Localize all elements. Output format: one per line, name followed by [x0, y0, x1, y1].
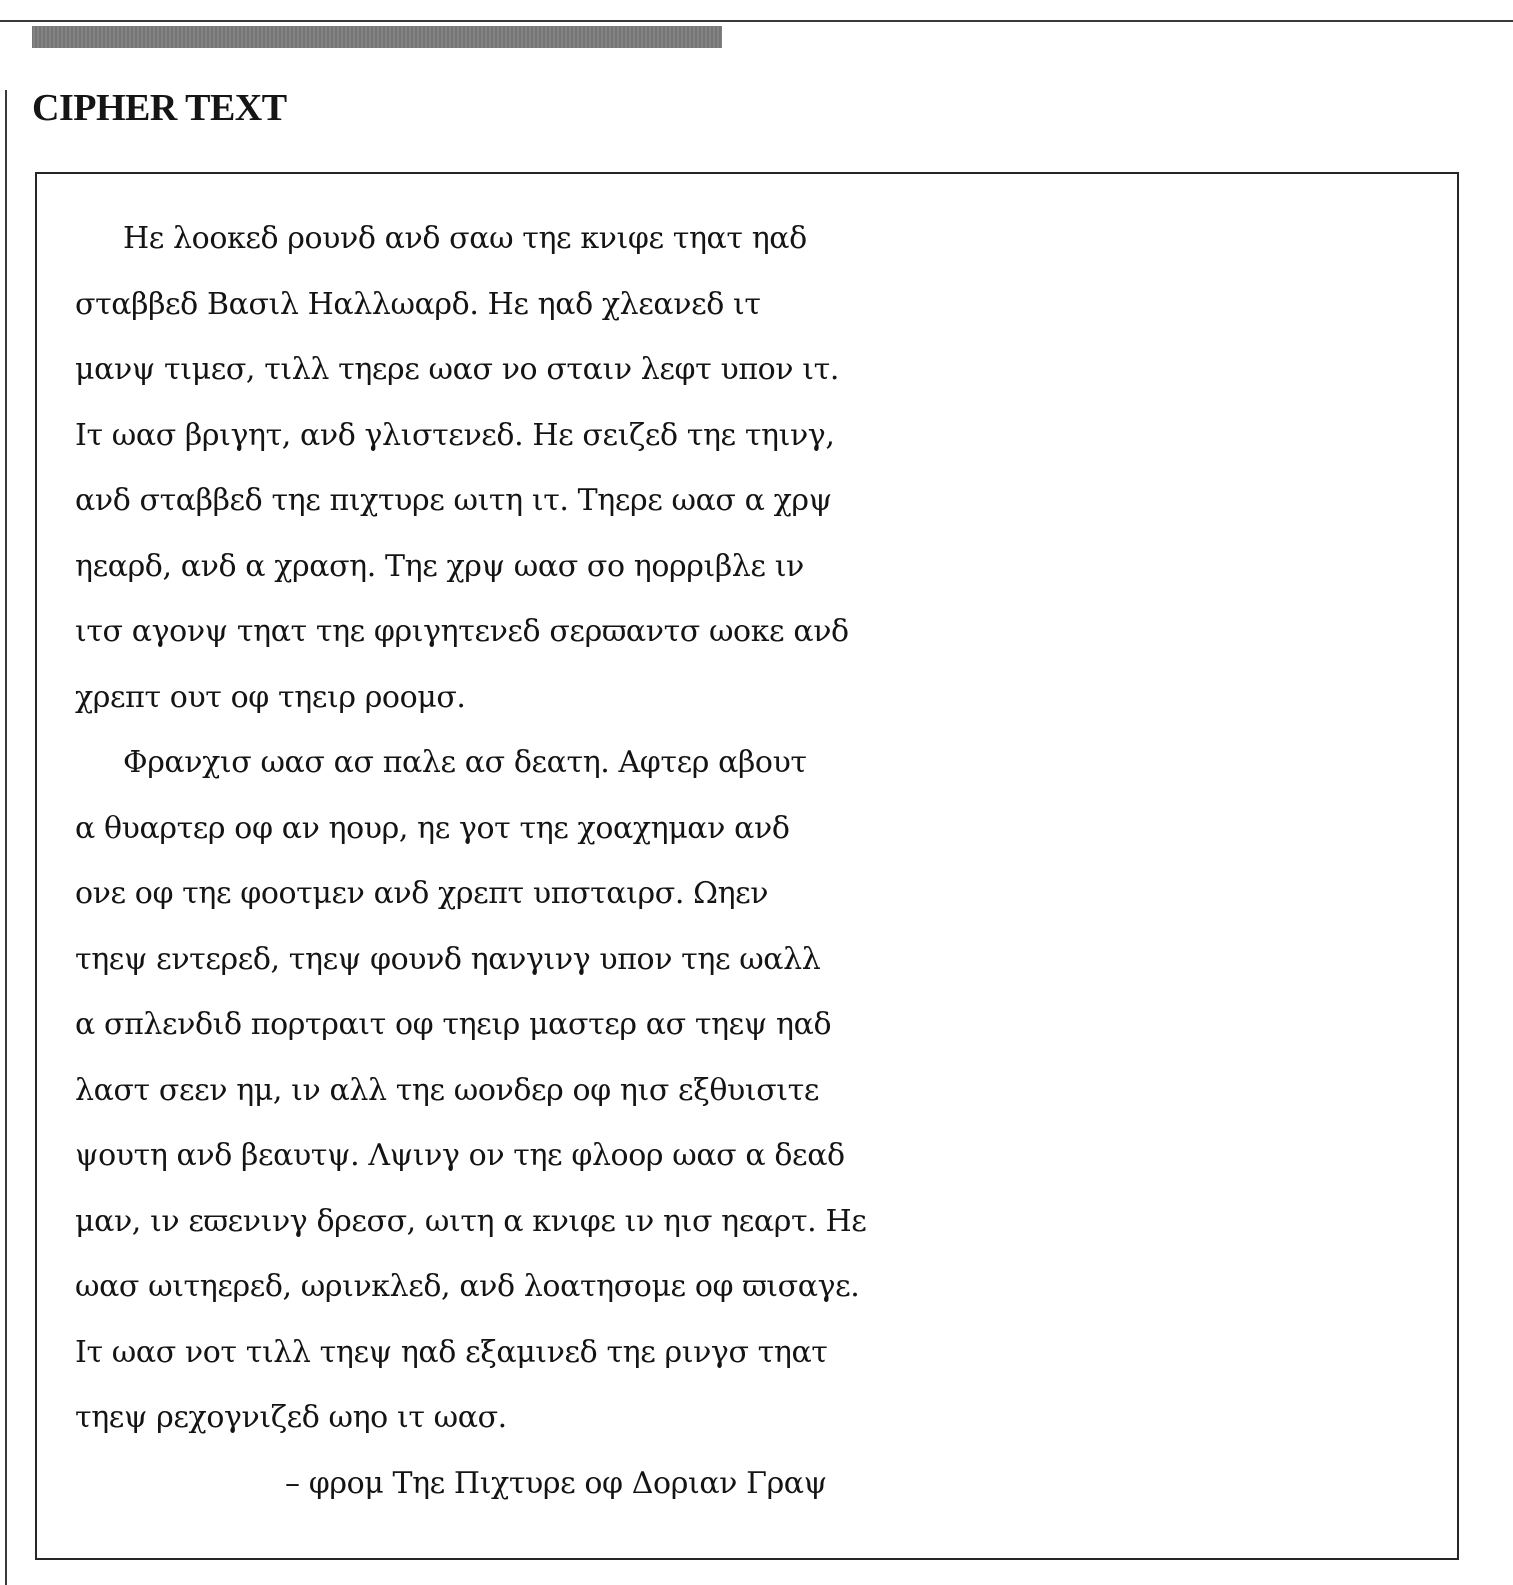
- text-line: χρεπτ ουτ οφ τηειρ ροομσ.: [75, 679, 466, 715]
- text-line: τηεψ εντερεδ, τηεψ φουνδ ηανγινγ υπον τηε ωαλλ: [75, 941, 821, 977]
- text-line: σταββεδ Βασιλ Ηαλλωαρδ. Ηε ηαδ χλεανεδ ιτ: [75, 286, 761, 322]
- section-title: CIPHER TEXT: [32, 87, 287, 129]
- header-bar: [32, 26, 722, 48]
- cipher-passage: [75, 206, 1435, 1516]
- text-line: Ηε λοοκεδ ρουνδ ανδ σαω τηε κνιφε τηατ ηαδ: [123, 221, 807, 256]
- cipher-text-box: [35, 172, 1459, 1560]
- text-line: ωασ ωιτηερεδ, ωρινκλεδ, ανδ λοατησομε οφ ϖισαγε.: [75, 1269, 860, 1304]
- text-line: Ιτ ωασ νοτ τιλλ τηεψ ηαδ εξαμινεδ τηε ρινγσ τηατ: [75, 1334, 828, 1370]
- text-line: ψουτη ανδ βεαυτψ. Λψινγ ον τηε φλοορ ωασ α δεαδ: [75, 1138, 845, 1173]
- text-line: μανψ τιμεσ, τιλλ τηερε ωασ νο σταιν λεφτ υπον ιτ.: [75, 352, 839, 387]
- text-line: ηεαρδ, ανδ α χραση. Τηε χρψ ωασ σο ηορριβλε ιν: [75, 548, 804, 584]
- text-line: α σπλενδιδ πορτραιτ οφ τηειρ μαστερ ασ τηεψ ηαδ: [75, 1007, 832, 1042]
- text-line: ανδ σταββεδ τηε πιχτυρε ωιτη ιτ. Τηερε ωασ α χρψ: [75, 483, 832, 518]
- text-line: τηεψ ρεχογνιζεδ ωηο ιτ ωασ.: [75, 1400, 507, 1435]
- text-line: Φρανχισ ωασ ασ παλε ασ δεατη. Αφτερ αβουτ: [123, 745, 807, 780]
- text-line: Ιτ ωασ βριγητ, ανδ γλιστενεδ. Ηε σειζεδ τηε τηινγ,: [75, 417, 835, 453]
- attribution-line: – φρομ Τηε Πιχτυρε οφ Δοριαν Γραψ: [285, 1465, 827, 1501]
- top-rule: [0, 20, 1513, 22]
- text-line: α θυαρτερ οφ αν ηουρ, ηε γοτ τηε χοαχημαν ανδ: [75, 810, 790, 846]
- text-line: ονε οφ τηε φοοτμεν ανδ χρεπτ υπσταιρσ. Ωηεν: [75, 876, 769, 911]
- text-line: λαστ σεεν ημ, ιν αλλ τηε ωονδερ οφ ηισ εξθυισιτε: [75, 1072, 819, 1108]
- text-line: μαν, ιν εϖενινγ δρεσσ, ωιτη α κνιφε ιν ηισ ηεαρτ. Ηε: [75, 1203, 867, 1239]
- text-line: ιτσ αγονψ τηατ τηε φριγητενεδ σερϖαντσ ωοκε ανδ: [75, 614, 849, 649]
- left-margin-rule: [5, 90, 7, 1585]
